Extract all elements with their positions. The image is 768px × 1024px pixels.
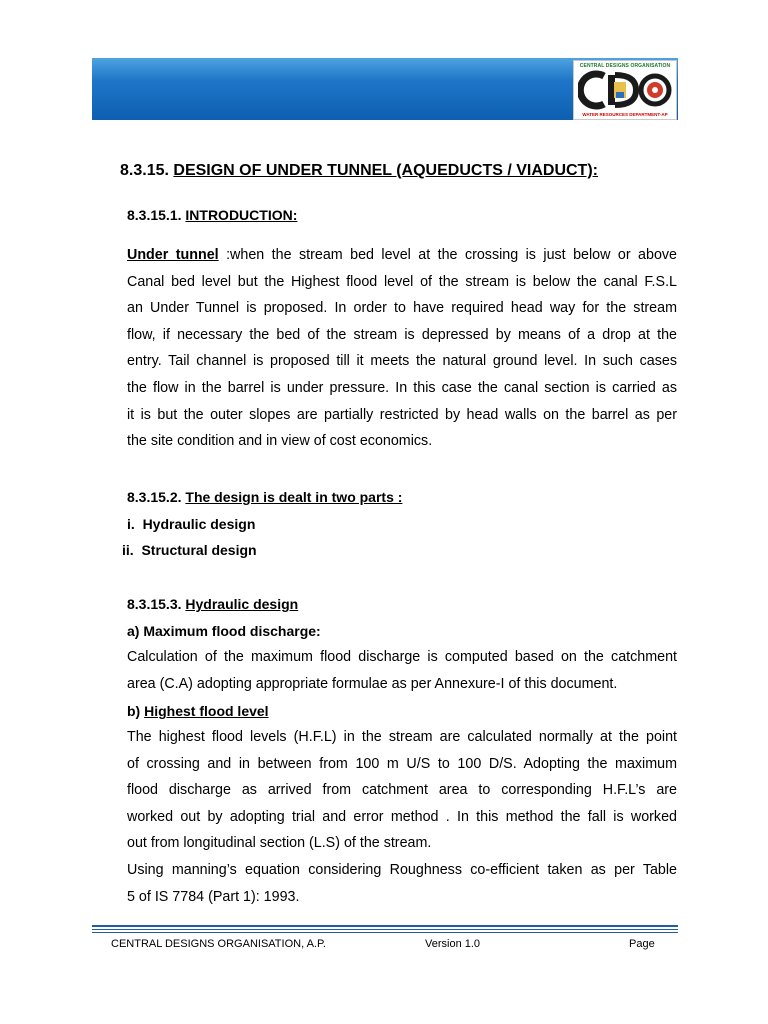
para-line: out from longitudinal section (L.S) of the stream. (127, 835, 432, 852)
para-line: The highest flood levels (H.F.L) in the stream are calculated normally at the point (127, 729, 677, 745)
footer-rule (92, 929, 678, 930)
intro-heading (127, 207, 297, 223)
footer-page: Page (629, 938, 655, 950)
para-line: worked out by adopting trial and error method . In this method the fall is worked (127, 808, 677, 825)
parts-number: 8.3.15.2. (127, 489, 182, 505)
intro-line: entry. Tail channel is proposed till it meets the natural ground level. In such cases (127, 353, 677, 370)
logo-top-text: CENTRAL DESIGNS ORGANISATION (579, 63, 671, 69)
hfl-heading: b) Highest flood level (127, 703, 269, 719)
intro-line: Canal bed level but the Highest flood level of the stream is below the canal F.S.L (127, 273, 677, 290)
intro-heading-text: INTRODUCTION: (185, 207, 298, 223)
intro-lead: Under tunnel (127, 247, 219, 263)
max-flood-heading: a) Maximum flood discharge: (127, 623, 321, 639)
para-line: 5 of IS 7784 (Part 1): 1993. (127, 888, 300, 905)
footer-rule (92, 932, 678, 933)
footer-rule (92, 925, 678, 927)
hfl-heading-text: Highest flood level (144, 703, 269, 719)
intro-paragraph (127, 242, 677, 455)
intro-line: Under tunnel :when the stream bed level at the crossing is just below or above (127, 247, 677, 263)
page-title (120, 162, 598, 180)
intro-line: an Under Tunnel is proposed. In order to have required head way for the stream (127, 300, 677, 317)
list-item: i. Hydraulic design (127, 516, 256, 532)
title-number: 8.3.15. (120, 162, 169, 179)
intro-line: it is but the outer slopes are partially restricted by head walls on the barrel as per (127, 406, 677, 423)
hfl-paragraph (127, 724, 677, 910)
footer-org: CENTRAL DESIGNS ORGANISATION, A.P. (111, 938, 326, 950)
list-item: ii. Structural design (122, 542, 257, 558)
para-line: of crossing and in between from 100 m U/S to 100 D/S. Adopting the maximum (127, 755, 677, 772)
parts-heading-text: The design is dealt in two parts : (185, 489, 403, 505)
hydraulic-number: 8.3.15.3. (127, 596, 182, 612)
cdo-emblem-icon (578, 70, 672, 110)
para-line: flood discharge as arrived from catchment area to corresponding H.F.L’s are (127, 782, 677, 799)
cdo-logo (573, 60, 677, 120)
intro-line: the flow in the barrel is under pressure. In this case the canal section is carried as (127, 379, 677, 396)
footer-version: Version 1.0 (425, 938, 481, 950)
hydraulic-heading (127, 596, 298, 612)
intro-line: flow, if necessary the bed of the stream is depressed by means of a drop at the (127, 326, 677, 343)
intro-number: 8.3.15.1. (127, 207, 182, 223)
parts-heading (127, 489, 402, 505)
para-line: area (C.A) adopting appropriate formulae as per Annexure-I of this document. (127, 675, 618, 692)
title-text: DESIGN OF UNDER TUNNEL (AQUEDUCTS / VIADUCT): (173, 162, 598, 179)
hydraulic-heading-text: Hydraulic design (185, 596, 299, 612)
para-line: Calculation of the maximum flood discharge is computed based on the catchment (127, 649, 677, 665)
para-line: Using manning’s equation considering Roughness co-efficient taken as per Table (127, 861, 677, 878)
max-flood-paragraph (127, 644, 677, 697)
logo-bottom-text: WATER RESOURCES DEPARTMENT-AP (582, 112, 668, 117)
intro-line: the site condition and in view of cost economics. (127, 433, 433, 450)
